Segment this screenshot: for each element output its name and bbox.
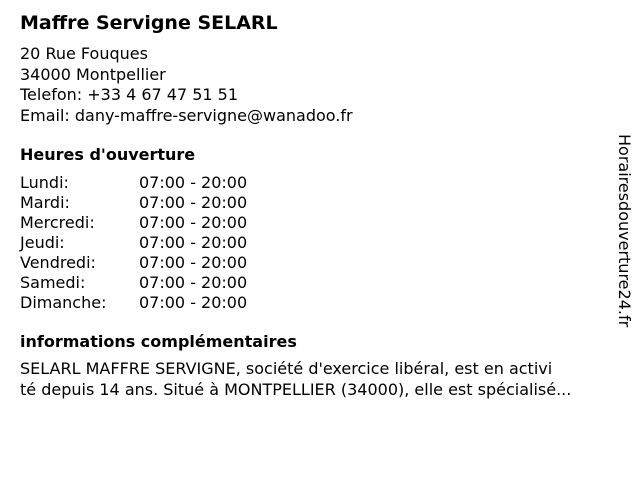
- time-range: 07:00 - 20:00: [139, 173, 248, 192]
- time-range: 07:00 - 20:00: [139, 273, 248, 292]
- day-label: Jeudi:: [20, 233, 65, 252]
- phone-number: Telefon: +33 4 67 47 51 51: [20, 85, 239, 104]
- day-label: Mercredi:: [20, 213, 95, 232]
- day-label: Mardi:: [20, 193, 70, 212]
- time-range: 07:00 - 20:00: [139, 253, 248, 272]
- hours-row: [20, 293, 247, 313]
- additional-info-heading: informations complémentaires: [20, 332, 297, 351]
- hours-row: [20, 213, 247, 233]
- business-name: Maffre Servigne SELARL: [20, 12, 278, 34]
- day-label: Lundi:: [20, 173, 69, 192]
- hours-row: [20, 193, 247, 213]
- day-label: Dimanche:: [20, 293, 107, 312]
- site-watermark: Horairesdouverture24.fr: [615, 134, 634, 328]
- hours-row: [20, 233, 247, 253]
- opening-hours-table: [20, 173, 247, 313]
- info-text-line: SELARL MAFFRE SERVIGNE, société d'exercice libéral, est en activi: [20, 359, 553, 378]
- email-address: Email: dany-maffre-servigne@wanadoo.fr: [20, 105, 353, 125]
- hours-row: [20, 273, 247, 293]
- day-label: Vendredi:: [20, 253, 96, 272]
- business-card: [20, 10, 610, 400]
- time-range: 07:00 - 20:00: [139, 213, 248, 232]
- contact-block: [20, 44, 610, 126]
- time-range: 07:00 - 20:00: [139, 193, 248, 212]
- day-label: Samedi:: [20, 273, 86, 292]
- time-range: 07:00 - 20:00: [139, 233, 248, 252]
- additional-info-text: [20, 359, 605, 400]
- hours-row: [20, 253, 247, 273]
- street-address: 20 Rue Fouques: [20, 44, 148, 63]
- city-postcode: 34000 Montpellier: [20, 64, 166, 84]
- opening-hours-heading: Heures d'ouverture: [20, 145, 196, 164]
- time-range: 07:00 - 20:00: [139, 293, 248, 312]
- info-text-line: té depuis 14 ans. Situé à MONTPELLIER (34000), elle est spécialisé...: [20, 379, 572, 399]
- hours-row: [20, 173, 247, 193]
